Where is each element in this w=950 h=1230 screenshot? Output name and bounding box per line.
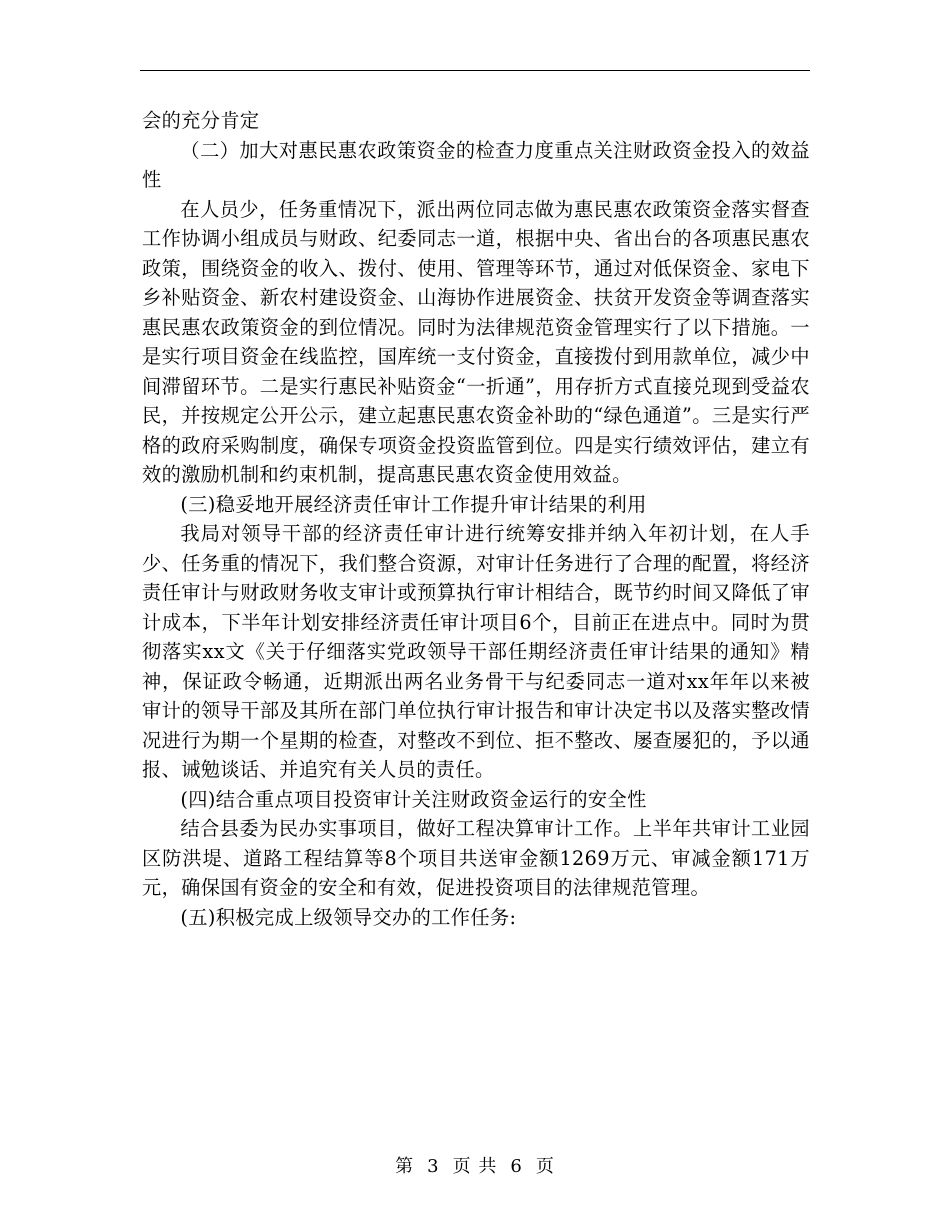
footer-prefix: 第	[395, 1156, 415, 1177]
page-footer	[0, 1152, 950, 1178]
footer-middle: 页 共	[452, 1156, 498, 1177]
paragraph: 在人员少，任务重情况下，派出两位同志做为惠民惠农政策资金落实督查工作协调小组成员与财政、纪委同志一道，根据中央、省出台的各项惠民惠农政策，围绕资金的收入、拨付、使用、管理等环节，通过对低保资金、家电下乡补贴资金、新农村建设资金、山海协作进展资金、扶贫开发资金等调查落实惠民惠农政策资金的到位情况。同时为法律规范资金管理实行了以下措施。一是实行项目资金在线监控，国库统一支付资金，直接拨付到用款单位，减少中间滞留环节。二是实行惠民补贴资金“一折通”，用存折方式直接兑现到受益农民，并按规定公开公示，建立起惠民惠农资金补助的“绿色通道”。三是实行严格的政府采购制度，确保专项资金投资监管到位。四是实行绩效评估，建立有效的激励机制和约束机制，提高惠民惠农资金使用效益。	[142, 197, 810, 486]
footer-total-pages: 6	[510, 1156, 523, 1177]
section-heading-2: （二）加大对惠民惠农政策资金的检查力度重点关注财政资金投入的效益性	[142, 138, 810, 191]
paragraph: 我局对领导干部的经济责任审计进行统筹安排并纳入年初计划，在人手少、任务重的情况下，我们整合资源，对审计任务进行了合理的配置，将经济责任审计与财政财务收支审计或预算执行审计相结合，既节约时间又降低了审计成本，下半年计划安排经济责任审计项目6个，目前正在进点中。同时为贯彻落实xx文《关于仔细落实党政领导干部任期经济责任审计结果的通知》精神，保证政令畅通，近期派出两名业务骨干与纪委同志一道对xx年年以来被审计的领导干部及其所在部门单位执行审计报告和审计决定书以及落实整改情况进行为期一个星期的检查，对整改不到位、拒不整改、屡查屡犯的，予以通报、诫勉谈话、并追究有关人员的责任。	[142, 522, 810, 781]
section-heading-5: (五)积极完成上级领导交办的工作任务:	[180, 905, 517, 929]
paragraph: 会的充分肯定	[142, 109, 260, 132]
document-body	[142, 106, 810, 932]
paragraph: 结合县委为民办实事项目，做好工程决算审计工作。上半年共审计工业园区防洪堤、道路工程结算等8个项目共送审金额1269万元、审减金额171万元，确保国有资金的安全和有效，促进投资项目的法律规范管理。	[142, 817, 810, 899]
footer-suffix: 页	[535, 1156, 555, 1177]
section-heading-4: (四)结合重点项目投资审计关注财政资金运行的安全性	[180, 787, 647, 811]
section-heading-3: (三)稳妥地开展经济责任审计工作提升审计结果的利用	[180, 492, 647, 516]
header-rule	[140, 70, 810, 71]
footer-page-number: 3	[427, 1156, 440, 1177]
